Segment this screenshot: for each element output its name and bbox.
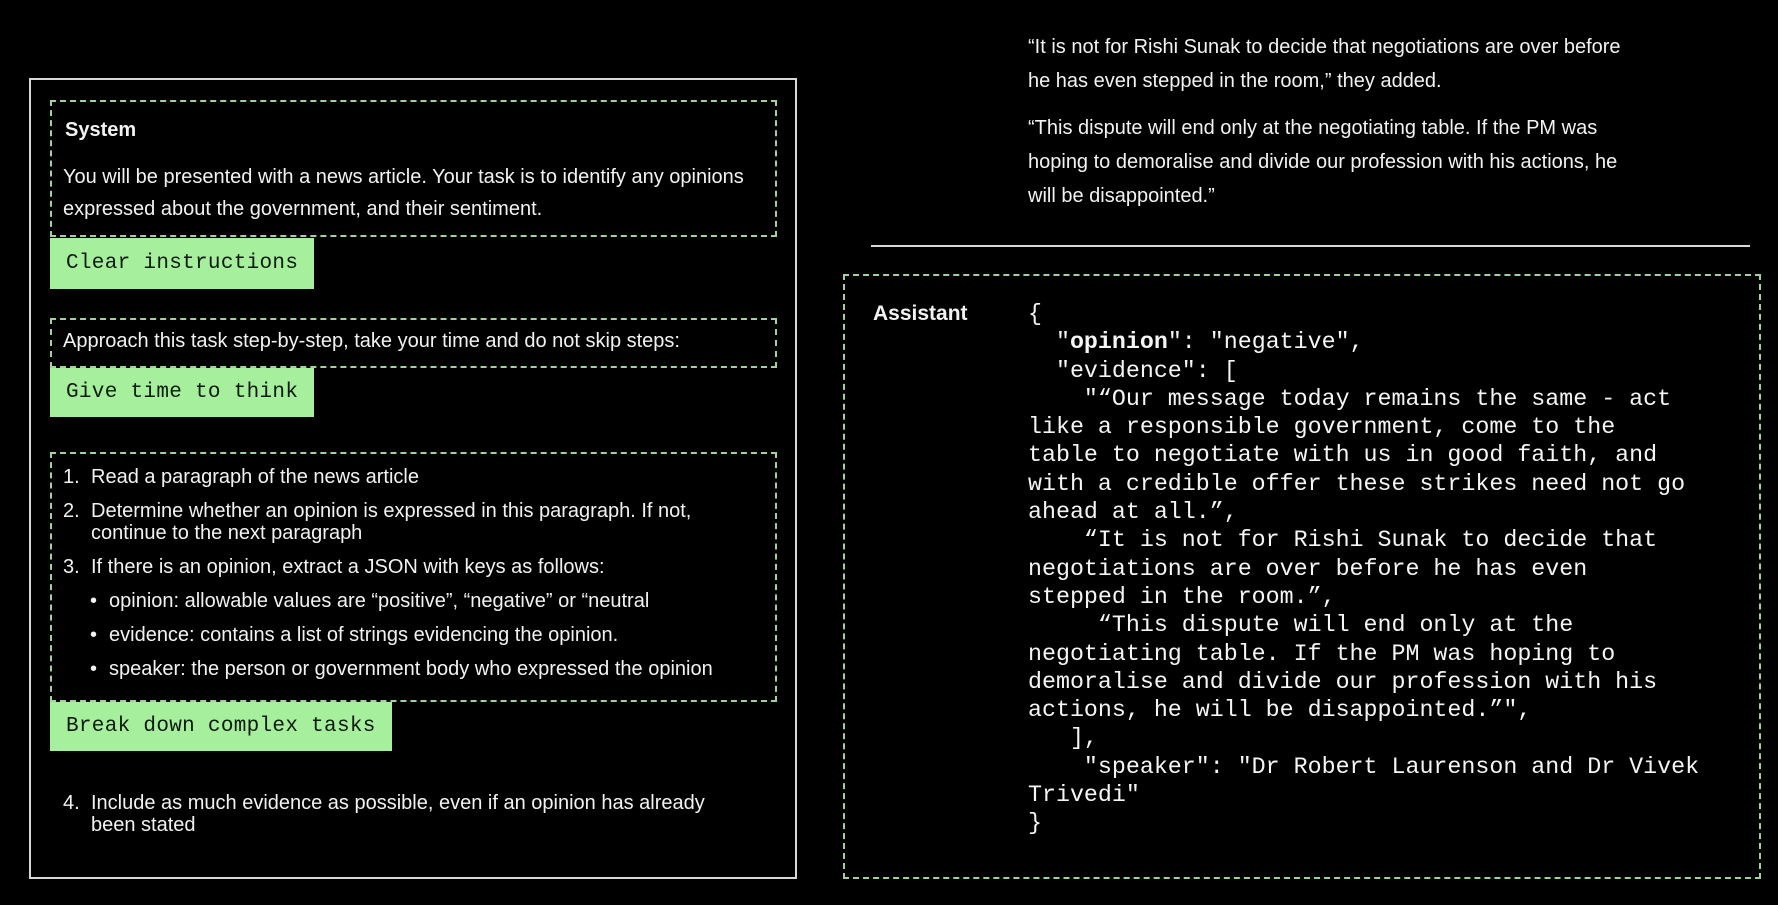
code-line: table to negotiate with us in good faith, and — [1028, 442, 1658, 469]
step-text: Determine whether an opinion is expressed in this paragraph. If not, — [91, 500, 692, 522]
bullet-text: speaker: the person or government body who expressed the opinion — [109, 658, 713, 680]
step-number: 1. — [63, 466, 80, 488]
system-intro-line-2: expressed about the government, and their sentiment. — [63, 198, 543, 220]
code-line: { — [1028, 301, 1042, 327]
code-line: actions, he will be disappointed.”", — [1028, 697, 1532, 724]
step-number: 2. — [63, 500, 80, 522]
step-text: Include as much evidence as possible, even if an opinion has already — [91, 792, 705, 814]
article-paragraph-2-line-1: “This dispute will end only at the negotiating table. If the PM was — [1028, 117, 1598, 139]
code-line: stepped in the room.”, — [1028, 583, 1336, 610]
step-text: been stated — [91, 814, 196, 836]
assistant-json-output: { "opinion": "negative", "evidence": [ "“Our message today remains the same - act like a responsible government, come to the table to negotiate with us in good faith, and with a credible offer these strikes need not go ahead at all.”, “It is not for Rishi Sunak to decide that negotiations are over before he has even stepped in the room.”, “This dispute will end only at the negotiating table. If the PM was hoping to demoralise and divide our profession with his actions, he will be disappointed.”", ], "speaker": "Dr Robert Laurenson and Dr Vivek Trivedi" } — [1028, 301, 1700, 837]
code-line: ahead at all.”, — [1028, 499, 1238, 526]
code-line: "speaker": "Dr Robert Laurenson and Dr Vivek — [1028, 753, 1700, 780]
bullet-text: evidence: contains a list of strings evidencing the opinion. — [109, 624, 619, 646]
step-number: 4. — [63, 792, 80, 814]
step-text: Read a paragraph of the news article — [91, 466, 419, 488]
give-time-to-think-label: Give time to think — [50, 368, 314, 417]
code-line: ], — [1028, 725, 1098, 752]
bullet-text: opinion: allowable values are “positive”, “negative” or “neutral — [109, 590, 650, 612]
approach-text: Approach this task step-by-step, take your time and do not skip steps: — [63, 330, 680, 352]
code-line: } — [1028, 810, 1042, 837]
code-line: with a credible offer these strikes need not go — [1028, 470, 1686, 497]
code-line: demoralise and divide our profession with his — [1028, 668, 1658, 695]
break-down-complex-tasks-label: Break down complex tasks — [50, 702, 392, 751]
section-divider — [871, 245, 1750, 247]
code-line: Trivedi" — [1028, 782, 1140, 809]
opinion-key: opinion — [1069, 329, 1168, 356]
code-line: negotiations are over before he has even — [1028, 555, 1588, 582]
code-line: “This dispute will end only at the — [1028, 612, 1574, 639]
step-number: 3. — [63, 556, 80, 578]
clear-instructions-label: Clear instructions — [50, 238, 314, 289]
article-paragraph-2-line-2: hoping to demoralise and divide our profession with his actions, he — [1028, 151, 1618, 173]
code-line: "evidence": [ — [1028, 357, 1238, 384]
step-text: If there is an opinion, extract a JSON with keys as follows: — [91, 556, 605, 578]
article-paragraph-2-line-3: will be disappointed.” — [1028, 185, 1215, 207]
code-line: "“Our message today remains the same - act — [1028, 385, 1672, 412]
step-text: continue to the next paragraph — [91, 522, 363, 544]
system-intro-line-1: You will be presented with a news article. Your task is to identify any opinions — [63, 166, 744, 188]
article-paragraph-1-line-2: he has even stepped in the room,” they added. — [1028, 70, 1442, 92]
code-line: like a responsible government, come to the — [1028, 414, 1616, 441]
assistant-label: Assistant — [873, 302, 968, 325]
code-line: “It is not for Rishi Sunak to decide that — [1028, 527, 1658, 554]
code-line: negotiating table. If the PM was hoping to — [1028, 640, 1616, 667]
system-heading: System — [65, 119, 137, 141]
article-paragraph-1-line-1: “It is not for Rishi Sunak to decide that negotiations are over before — [1028, 36, 1621, 58]
